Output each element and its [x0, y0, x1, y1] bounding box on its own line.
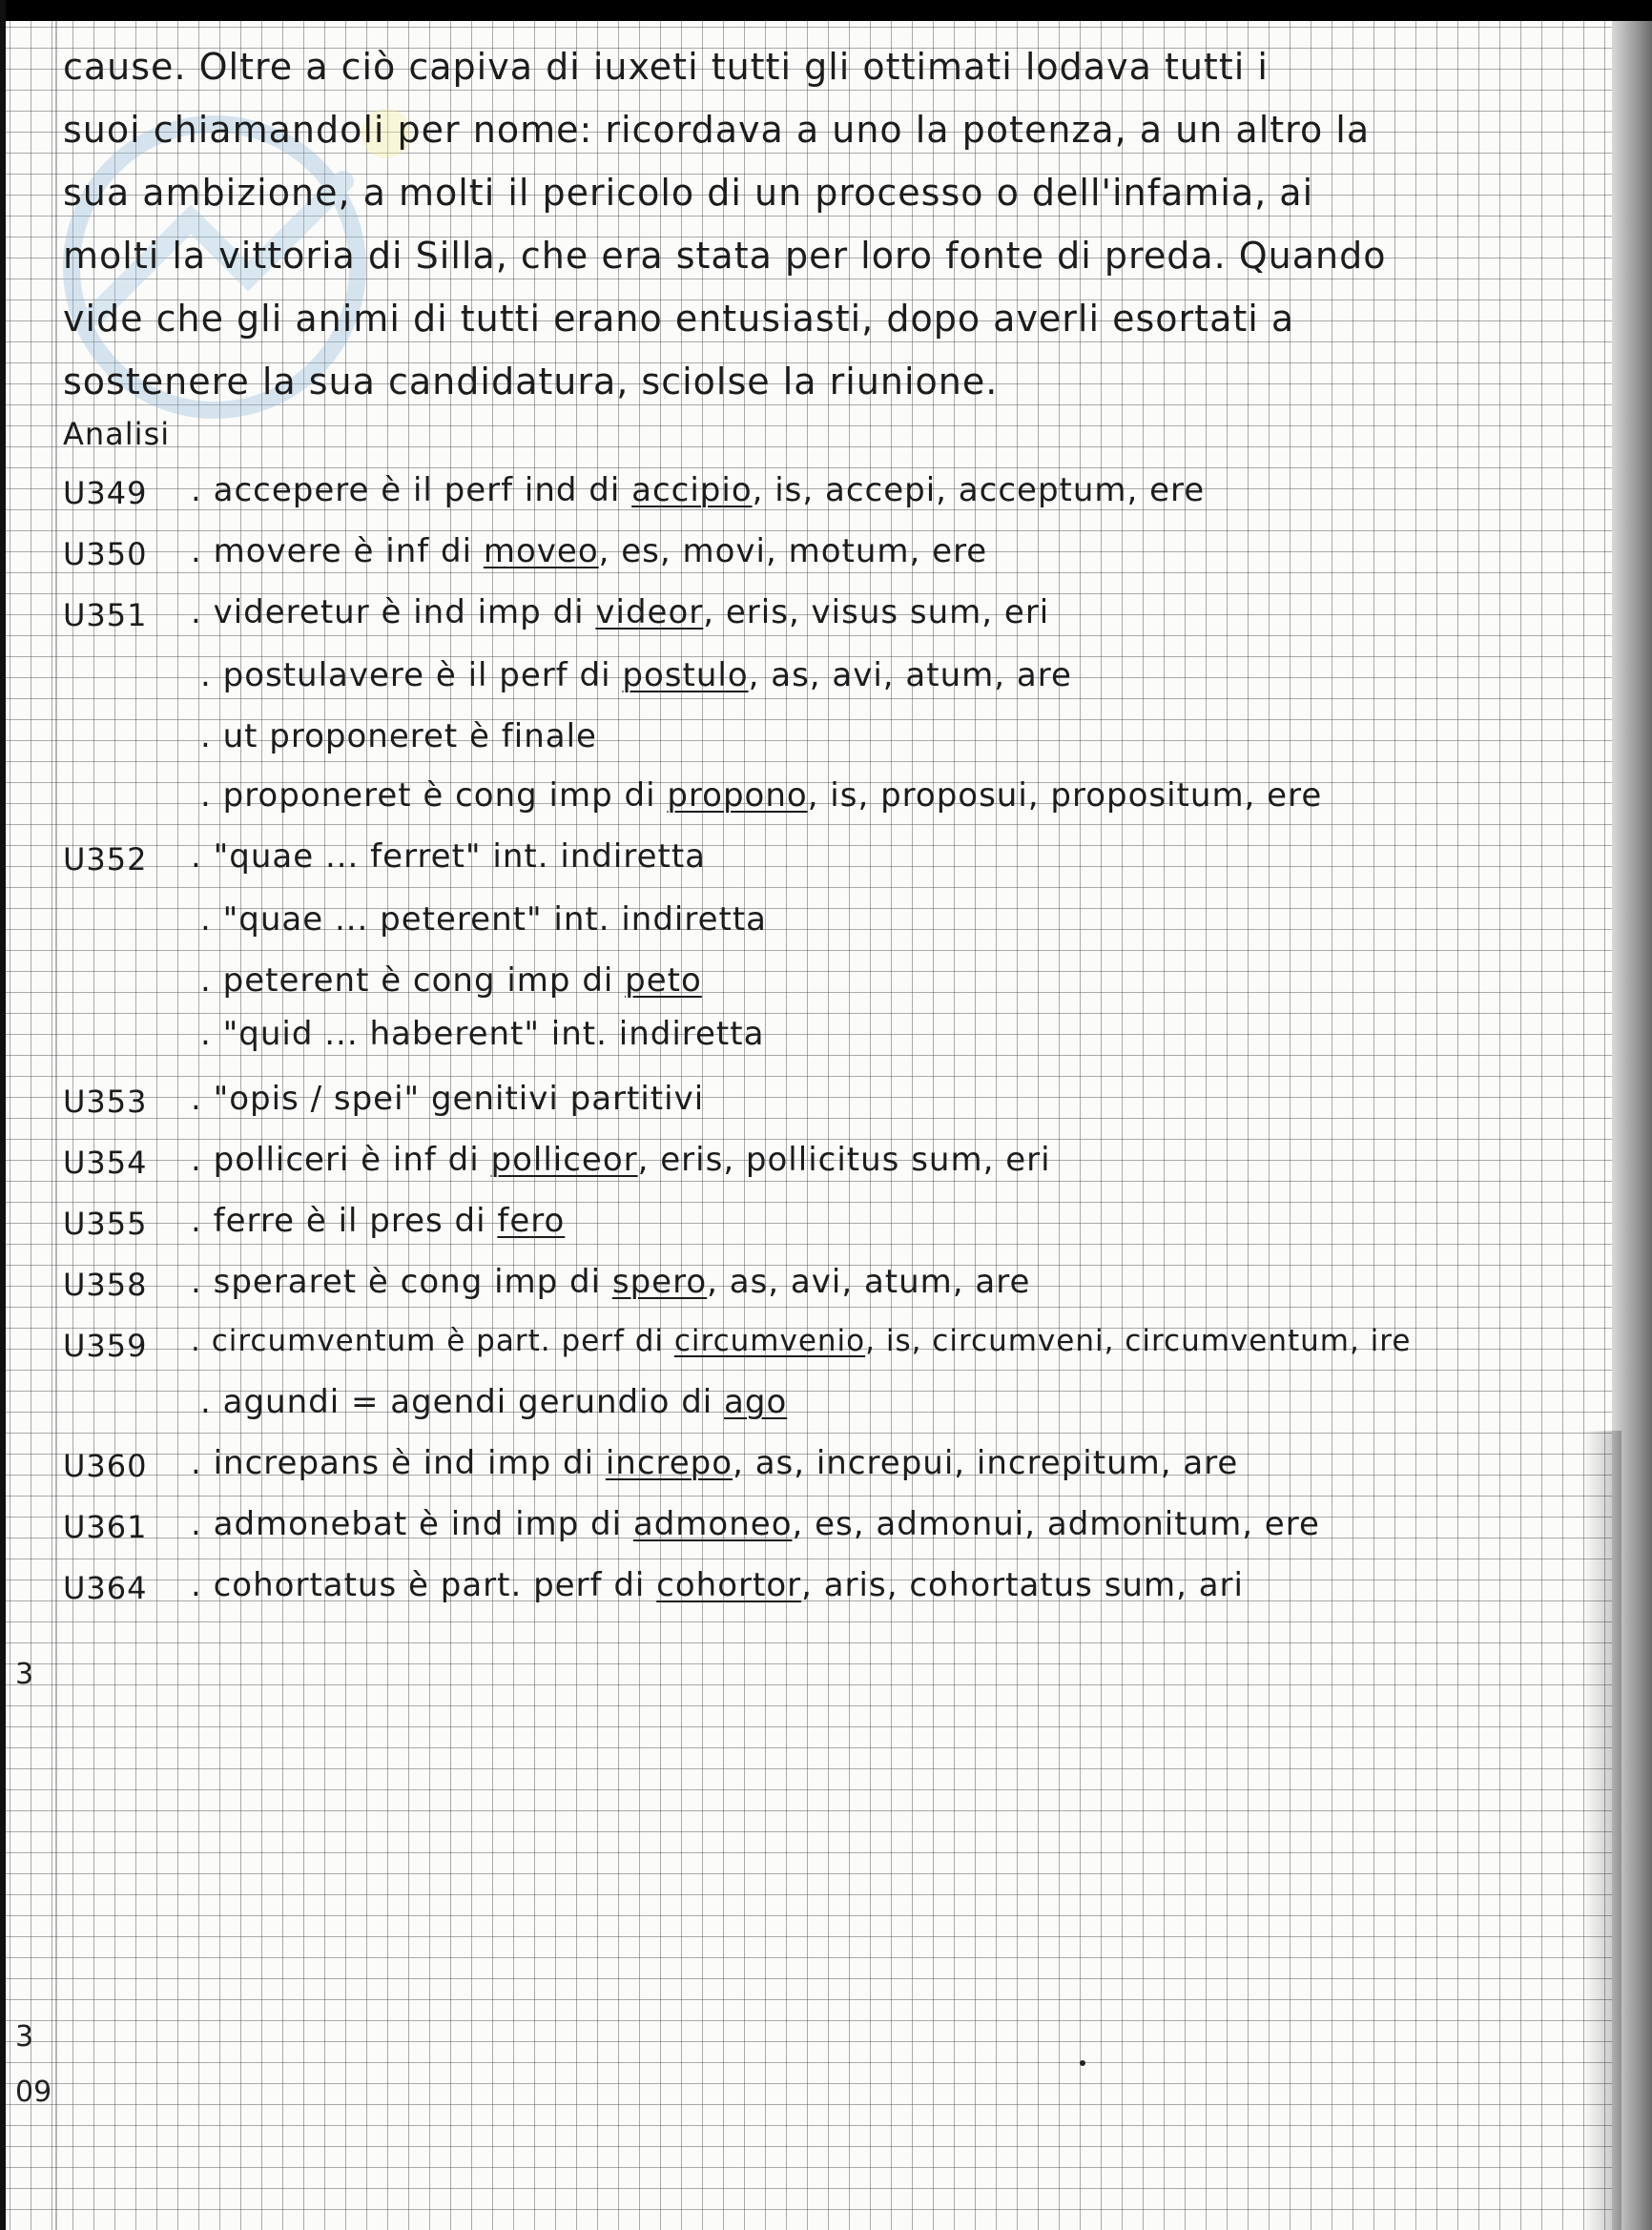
analysis-entry: . agundi = agendi gerundio di ago — [200, 1383, 788, 1421]
paragraph-line: sua ambizione, a molti il pericolo di un processo o dell'infamia, ai — [63, 172, 1314, 214]
analysis-heading: Analisi — [63, 416, 171, 452]
analysis-entry: . cohortatus è part. perf di cohortor, aris, cohortatus sum, ari — [191, 1566, 1244, 1604]
key-verb: peto — [625, 961, 702, 1000]
paragraph-line: sostenere la sua candidatura, sciolse la riunione. — [63, 361, 999, 403]
analysis-entry: . increpans è ind imp di increpo, as, increpui, increpitum, are — [191, 1444, 1239, 1482]
entry-number: U359 — [63, 1328, 148, 1364]
entry-number: U351 — [63, 597, 148, 633]
key-verb: admoneo — [632, 1505, 793, 1543]
paragraph-line: vide che gli animi di tutti erano entusiasti, dopo averli esortati a — [63, 298, 1295, 340]
key-verb: moveo — [483, 532, 599, 570]
entry-number: U360 — [63, 1448, 148, 1484]
paragraph-line: cause. Oltre a ciò capiva di iuxeti tutti gli ottimati lodava tutti i — [63, 46, 1269, 88]
key-verb: videor — [595, 593, 704, 631]
analysis-entry: . "quae ... peterent" int. indiretta — [200, 900, 768, 939]
entry-number: U358 — [63, 1267, 148, 1303]
analysis-entry: . peterent è cong imp di peto — [200, 961, 702, 1000]
entry-number: U355 — [63, 1206, 148, 1242]
scan-top-edge — [0, 0, 1652, 21]
key-verb: postulo — [622, 656, 749, 694]
analysis-entry: . "quid ... haberent" int. indiretta — [200, 1015, 765, 1053]
analysis-entry: . proponeret è cong imp di propono, is, proposui, propositum, ere — [200, 776, 1323, 815]
analysis-entry: . videretur è ind imp di videor, eris, visus sum, eri — [191, 593, 1050, 631]
analysis-entry: . admonebat è ind imp di admoneo, es, admonui, admonitum, ere — [191, 1505, 1320, 1543]
key-verb: fero — [497, 1202, 566, 1240]
analysis-entry: . speraret è cong imp di spero, as, avi, atum, are — [191, 1263, 1031, 1301]
analysis-entry: . "quae ... ferret" int. indiretta — [191, 837, 706, 876]
analysis-entry: . polliceri è inf di polliceor, eris, pollicitus sum, eri — [191, 1141, 1051, 1179]
margin-mark: 09 — [15, 2075, 52, 2109]
page-fold-shadow — [1583, 1431, 1621, 2230]
key-verb: spero — [611, 1263, 708, 1301]
entry-number: U354 — [63, 1145, 148, 1181]
entry-number: U353 — [63, 1084, 148, 1120]
key-verb: increpo — [605, 1444, 733, 1482]
entry-number: U364 — [63, 1570, 148, 1606]
scan-left-edge — [0, 0, 6, 2230]
entry-number: U361 — [63, 1509, 148, 1545]
entry-number: U349 — [63, 475, 148, 511]
key-verb: ago — [724, 1383, 788, 1421]
key-verb: accipio — [631, 471, 753, 509]
key-verb: propono — [667, 776, 808, 815]
paragraph-line: molti la vittoria di Silla, che era stata per loro fonte di preda. Quando — [63, 235, 1387, 277]
analysis-entry: . movere è inf di moveo, es, movi, motum, ere — [191, 532, 988, 570]
margin-mark: 3 — [15, 2020, 34, 2054]
analysis-entry: . postulavere è il perf di postulo, as, avi, atum, are — [200, 656, 1072, 694]
ink-dot — [1080, 2060, 1085, 2066]
entry-number: U352 — [63, 841, 148, 878]
analysis-entry: . ferre è il pres di fero — [191, 1202, 566, 1240]
key-verb: circumvenio — [673, 1324, 866, 1358]
analysis-entry: . ut proponeret è finale — [200, 717, 597, 755]
key-verb: cohortor — [656, 1566, 802, 1604]
entry-number: U350 — [63, 536, 148, 572]
analysis-entry: . "opis / spei" genitivi partitivi — [191, 1080, 705, 1118]
key-verb: polliceor — [490, 1141, 638, 1179]
margin-mark: 3 — [15, 1658, 34, 1691]
analysis-entry: . accepere è il perf ind di accipio, is, accepi, acceptum, ere — [191, 471, 1206, 509]
paragraph-line: suoi chiamandoli per nome: ricordava a uno la potenza, a un altro la — [63, 109, 1371, 151]
analysis-entry: . circumventum è part. perf di circumvenio, is, circumveni, circumventum, ire — [191, 1324, 1412, 1358]
